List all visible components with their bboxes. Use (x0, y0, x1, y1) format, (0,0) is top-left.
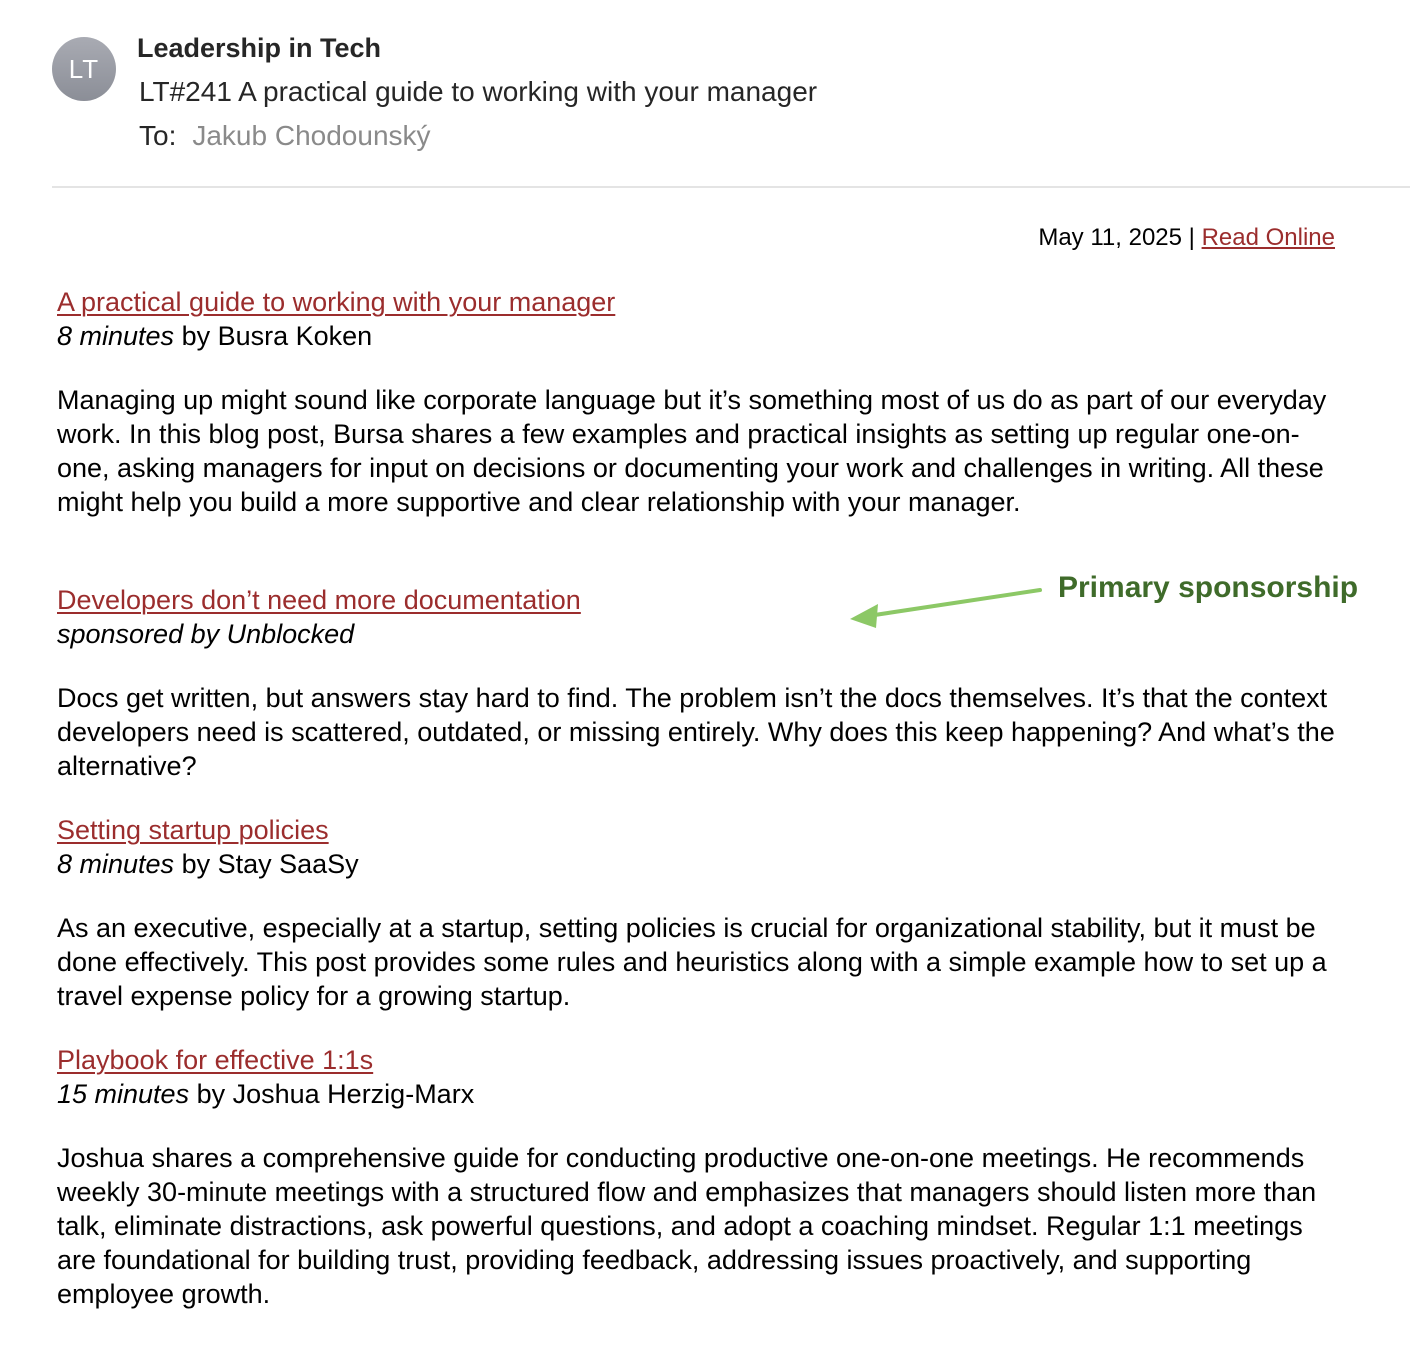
article-title-link[interactable]: A practical guide to working with your manager (57, 287, 616, 317)
sender-avatar[interactable]: LT (52, 37, 116, 101)
header-divider (52, 186, 1410, 188)
date-row (1038, 224, 1335, 252)
recipient-row (139, 120, 431, 152)
article-description: Managing up might sound like corporate language but it’s something most of us do as part of our everyday work. In this blog post, Bursa shares a few examples and practical insights as setting up regular one-on-one, asking managers for input on decisions or documenting your work and challenges in writing. All these might help you build a more supportive and clear relationship with your manager. (57, 385, 1327, 517)
sender-name: Leadership in Tech (137, 33, 382, 63)
recipient-name[interactable]: Jakub Chodounský (192, 120, 431, 151)
article-item (57, 1043, 1347, 1311)
article-byline: by Stay SaaSy (181, 849, 359, 879)
annotation-label: Primary sponsorship (1058, 571, 1359, 604)
article-description: Docs get written, but answers stay hard to find. The problem isn’t the docs themselves. It’s that the context developers need is scattered, outdated, or missing entirely. Why does this keep happening? And what’s the alternative? (57, 683, 1335, 781)
sponsor-line: sponsored by Unblocked (57, 619, 355, 649)
article-meta (57, 319, 1347, 353)
email-header (0, 0, 1410, 187)
sponsored-article-item (57, 583, 1347, 783)
article-title-link[interactable]: Playbook for effective 1:1s (57, 1045, 374, 1075)
sponsored-article-title-link[interactable]: Developers don’t need more documentation (57, 585, 581, 615)
article-byline: by Joshua Herzig-Marx (196, 1079, 475, 1109)
email-subject: LT#241 A practical guide to working with your manager (139, 76, 818, 107)
article-meta (57, 617, 1347, 651)
article-byline: by Busra Koken (181, 321, 373, 351)
to-label: To: (139, 120, 177, 151)
article-meta (57, 847, 1347, 881)
article-description: Joshua shares a comprehensive guide for conducting productive one-on-one meetings. He recommends weekly 30-minute meetings with a structured flow and emphasizes that managers should listen more than talk, eliminate distractions, ask powerful questions, and adopt a coaching mindset. Regular 1:1 meetings are foundational for building trust, providing feedback, addressing issues proactively, and supporting employee growth. (57, 1143, 1317, 1309)
article-item (57, 813, 1347, 1013)
annotation-arrow-icon (840, 578, 1050, 633)
article-description: As an executive, especially at a startup, setting policies is crucial for organizational stability, but it must be done effectively. This post provides some rules and heuristics along with a simple example how to set up a travel expense policy for a growing startup. (57, 913, 1327, 1011)
article-title-link[interactable]: Setting startup policies (57, 815, 329, 845)
article-duration: 15 minutes (57, 1079, 190, 1109)
article-duration: 8 minutes (57, 321, 175, 351)
issue-date: May 11, 2025 (1038, 224, 1182, 251)
date-separator: | (1188, 224, 1195, 251)
read-online-link[interactable]: Read Online (1201, 224, 1335, 251)
article-item (57, 285, 1347, 519)
article-meta (57, 1077, 1347, 1111)
article-duration: 8 minutes (57, 849, 175, 879)
